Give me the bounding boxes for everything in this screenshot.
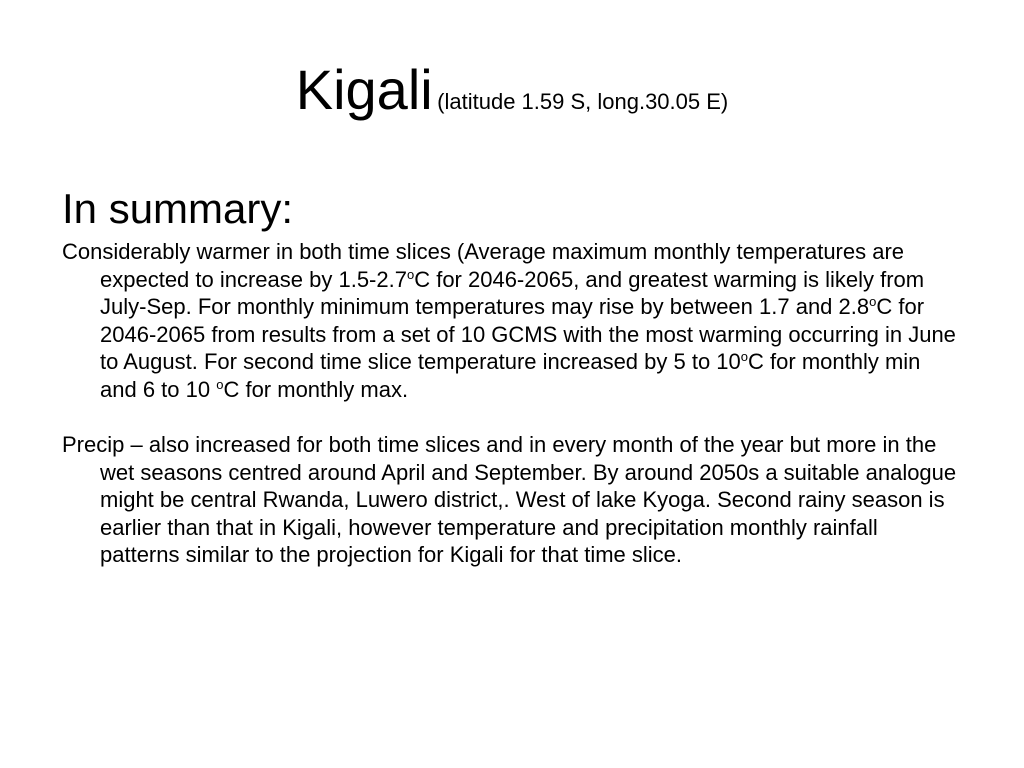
degree-sup-1: o — [406, 266, 415, 282]
title-city: Kigali — [295, 58, 433, 121]
degree-sup-3: o — [740, 349, 749, 364]
summary-heading: In summary: — [62, 185, 294, 232]
temperature-text-b: C for 2046-2065, and greatest warming is likely from July-Sep. For monthly minimum temperatures may rise by between 1.7 and 2.8 — [100, 266, 925, 319]
temperature-paragraph — [62, 238, 958, 403]
temperature-text-a: Considerably warmer in both time slices (Average maximum monthly temperatures are expected to increase by 1.5-2.7 — [62, 239, 905, 292]
temperature-text-d: C for monthly min and 6 to 10 — [100, 349, 921, 402]
temperature-text-e: C for monthly max. — [223, 376, 409, 402]
temperature-text-c: C for 2046-2065 from results from a set of 10 GCMS with the most warming occurring in June to August. For second time slice temperature increased by 5 to 10 — [100, 294, 956, 374]
precipitation-paragraph: Precip – also increased for both time slices and in every month of the year but more in the wet seasons centred around April and September. By around 2050s a suitable analogue might be central Rwanda, Luwero district,. West of lake Kyoga. Second rainy season is earlier than that in Kigali, however temperature and precipitation monthly rainfall patterns similar to the projection for Kigali for that time slice. — [62, 432, 957, 567]
slide-body — [62, 186, 958, 569]
title-coordinates: (latitude 1.59 S, long.30.05 E) — [437, 89, 729, 114]
slide-title — [0, 58, 1024, 121]
degree-sup-2: o — [869, 294, 877, 309]
degree-sup-4: o — [216, 376, 224, 392]
